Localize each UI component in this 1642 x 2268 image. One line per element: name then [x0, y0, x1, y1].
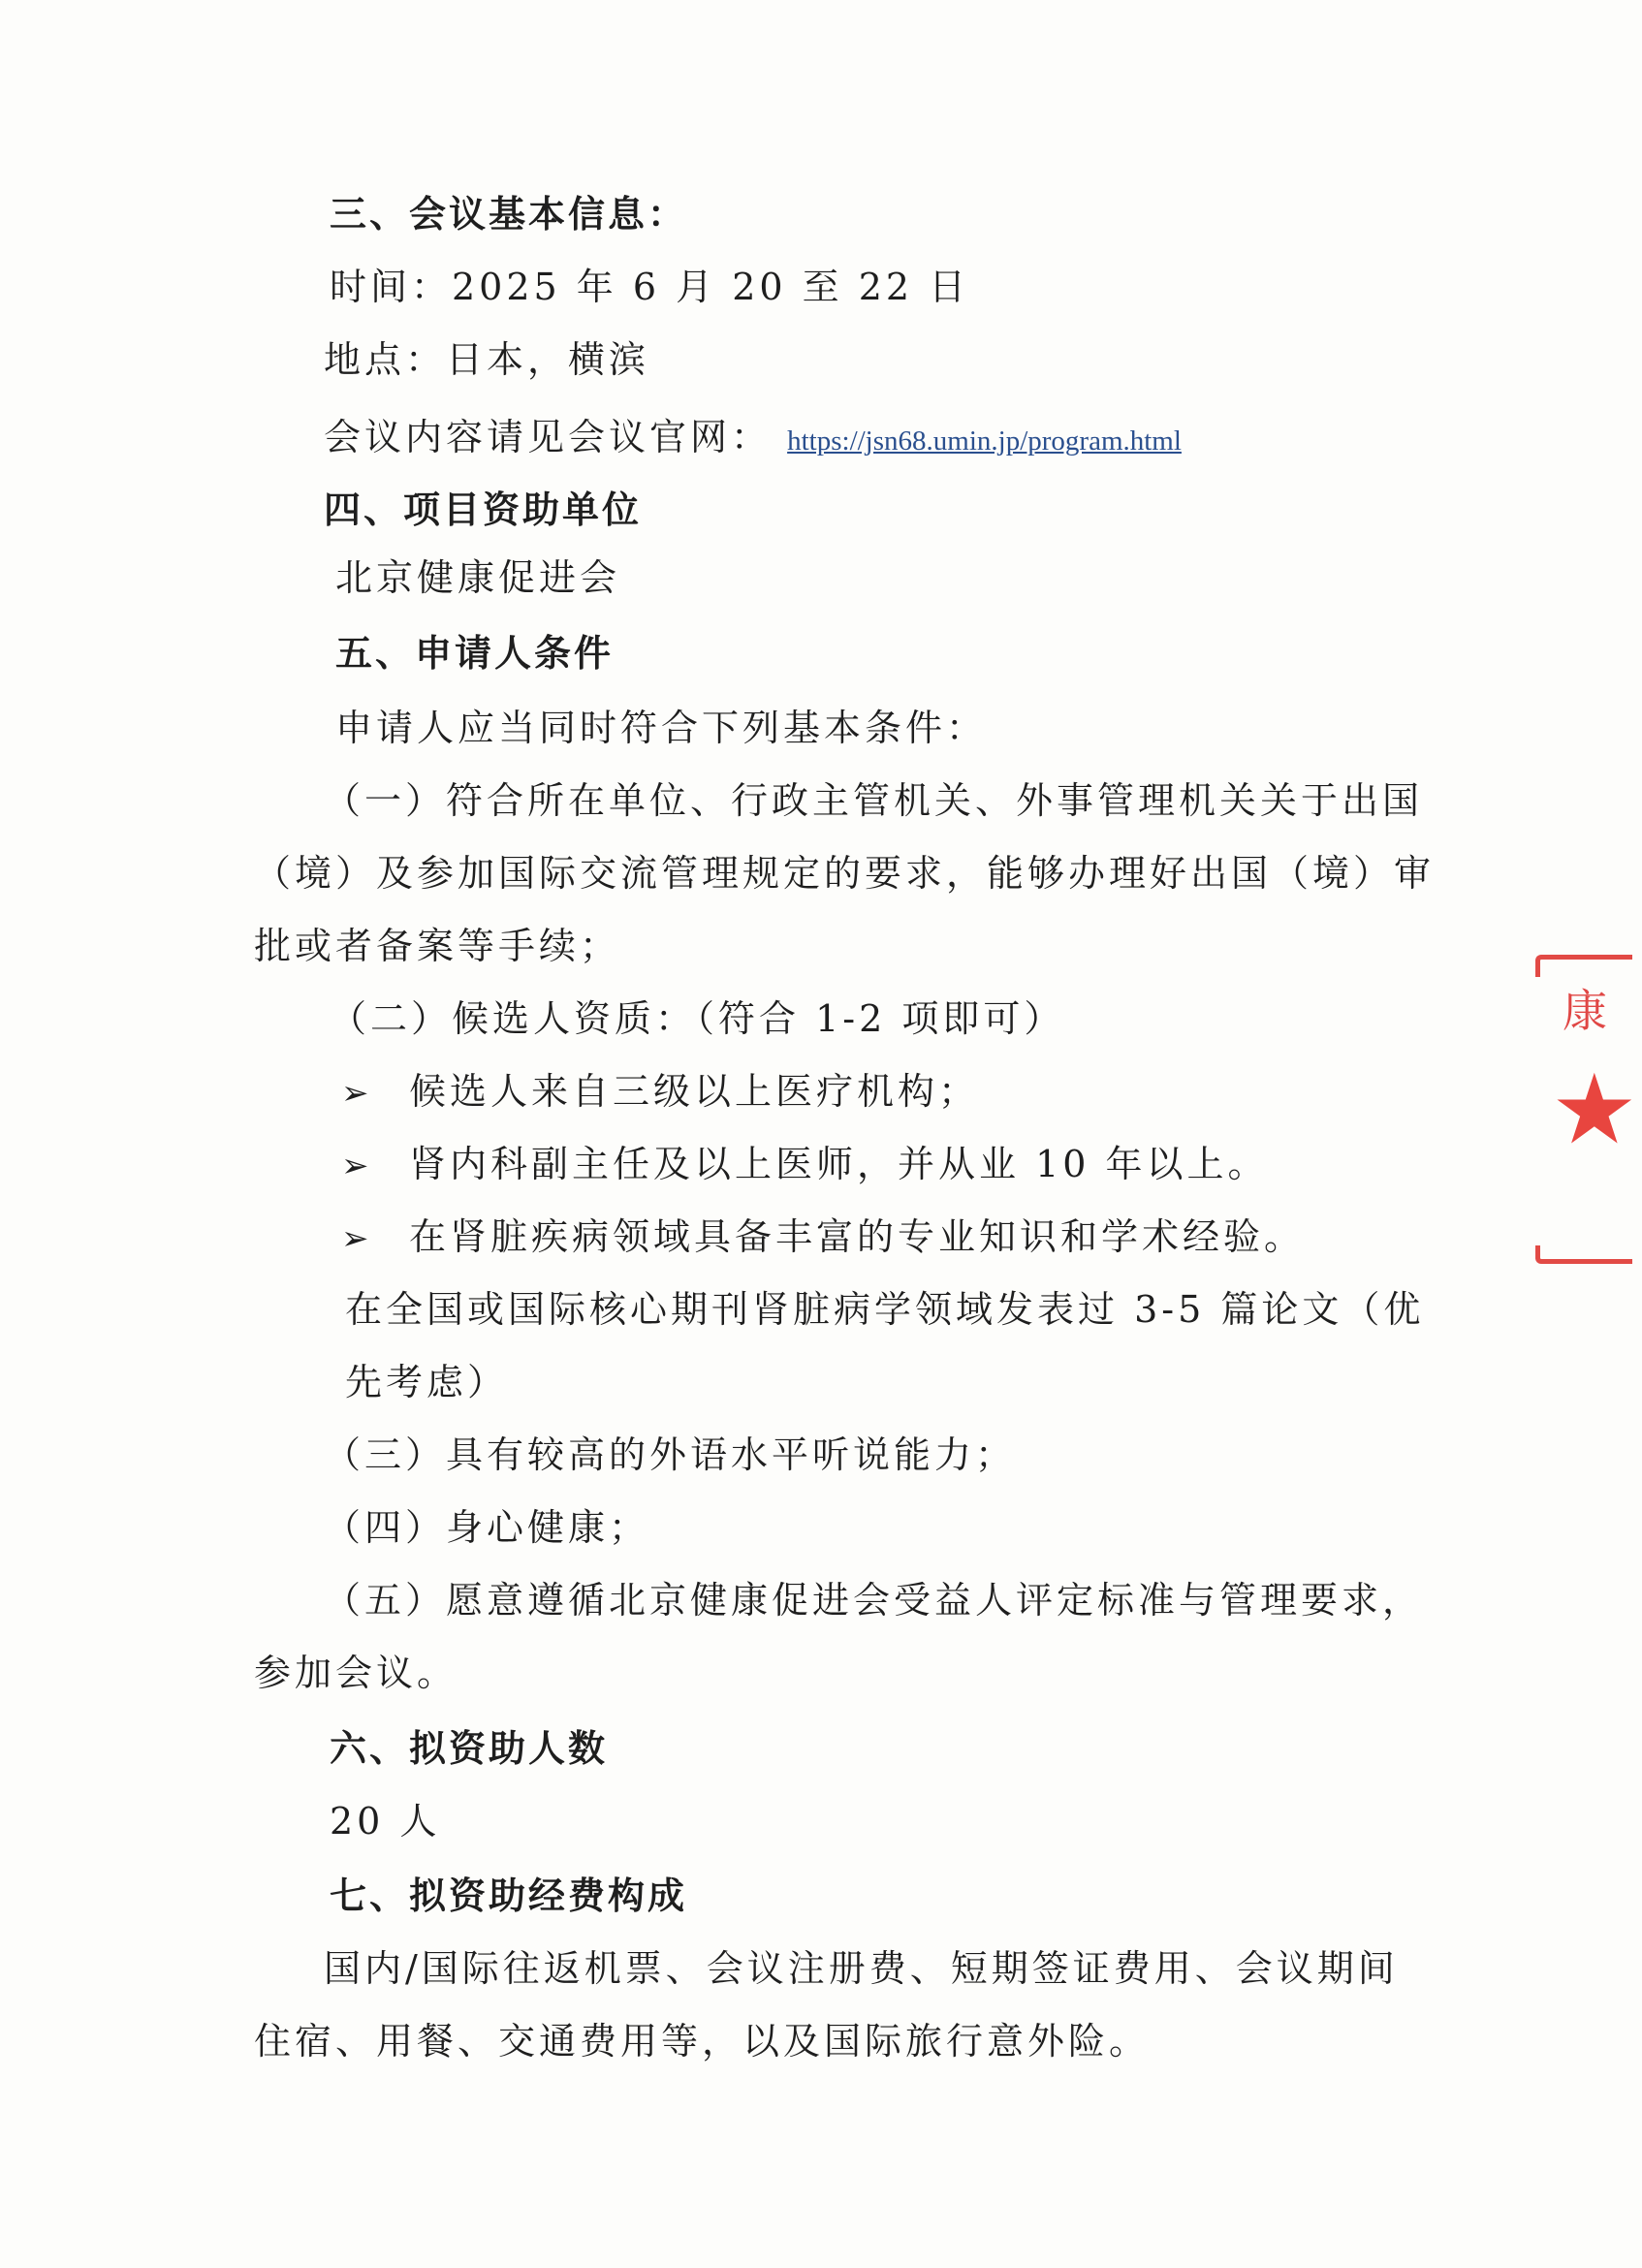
seal-border-bottom: [1535, 1245, 1632, 1264]
publication-note-line-1: 在全国或国际核心期刊肾脏病学领域发表过 3-5 篇论文（优: [345, 1288, 1425, 1331]
bullet-text-3: 在肾脏疾病领域具备丰富的专业知识和学术经验。: [409, 1215, 1306, 1258]
bullet-item-3: [341, 1212, 1305, 1264]
condition-1-line-3: 批或者备案等手续；: [254, 925, 621, 967]
meeting-site-link[interactable]: https://jsn68.umin.jp/program.html: [787, 425, 1182, 457]
publication-note-line-2: 先考虑）: [345, 1361, 509, 1403]
funded-count: 20 人: [330, 1800, 441, 1843]
section-6-title: 六、拟资助人数: [330, 1727, 609, 1770]
funding-unit: 北京健康促进会: [335, 556, 621, 599]
condition-2: （二）候选人资质：（符合 1-2 项即可）: [330, 997, 1065, 1040]
meeting-time: 时间：2025 年 6 月 20 至 22 日: [330, 266, 970, 308]
arrow-bullet-icon: ➢: [341, 1219, 373, 1258]
condition-5-line-1: （五）愿意遵循北京健康促进会受益人评定标准与管理要求，: [324, 1579, 1424, 1622]
bullet-text-1: 候选人来自三级以上医疗机构；: [409, 1070, 980, 1113]
condition-1-line-2: （境）及参加国际交流管理规定的要求，能够办理好出国（境）审: [254, 852, 1436, 895]
condition-4: （四）身心健康；: [324, 1506, 650, 1549]
condition-3: （三）具有较高的外语水平听说能力；: [324, 1433, 1017, 1476]
section-4-title: 四、项目资助单位: [324, 488, 643, 531]
seal-character: 康: [1563, 985, 1607, 1037]
section-3-title: 三、会议基本信息：: [330, 193, 688, 236]
bullet-item-1: [341, 1066, 979, 1118]
conditions-intro: 申请人应当同时符合下列基本条件：: [335, 707, 988, 749]
section-7-title: 七、拟资助经费构成: [330, 1874, 688, 1917]
meeting-place: 地点：日本，横滨: [324, 338, 650, 381]
condition-5-line-2: 参加会议。: [254, 1652, 458, 1694]
bullet-item-2: [341, 1139, 1269, 1191]
section-5-title: 五、申请人条件: [335, 632, 615, 675]
seal-star-icon: ★: [1551, 1053, 1638, 1166]
arrow-bullet-icon: ➢: [341, 1147, 373, 1185]
meeting-site-line: [324, 412, 1182, 466]
meeting-site-label: 会议内容请见会议官网：: [324, 416, 773, 458]
seal-border-top: [1535, 955, 1632, 977]
funding-items-line-1: 国内/国际往返机票、会议注册费、短期签证费用、会议期间: [324, 1947, 1399, 1990]
arrow-bullet-icon: ➢: [341, 1074, 373, 1113]
condition-1-line-1: （一）符合所在单位、行政主管机关、外事管理机关关于出国: [324, 779, 1424, 822]
bullet-text-2: 肾内科副主任及以上医师，并从业 10 年以上。: [409, 1143, 1269, 1185]
funding-items-line-2: 住宿、用餐、交通费用等，以及国际旅行意外险。: [254, 2020, 1151, 2063]
red-seal-stamp: [1535, 955, 1642, 1275]
